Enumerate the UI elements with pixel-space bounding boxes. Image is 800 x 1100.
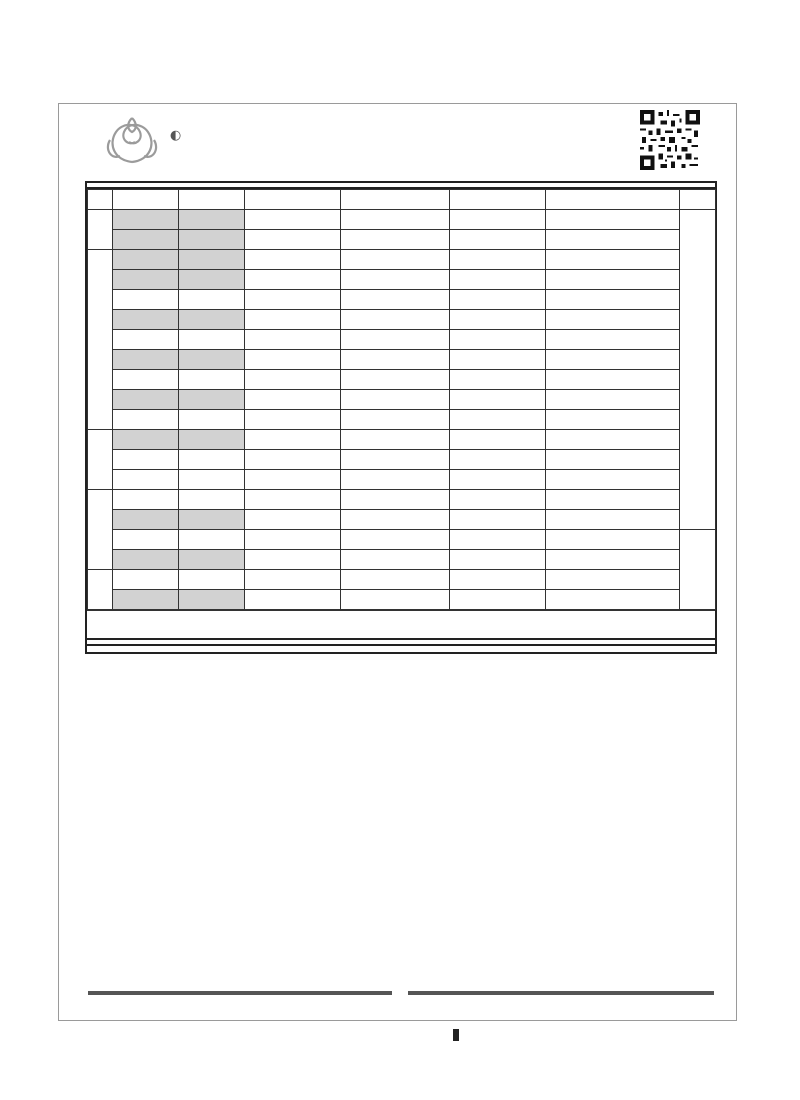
cell-wechat [546,270,680,290]
cell-qq [450,230,546,250]
cell-phone [341,210,450,230]
cell-name [179,550,245,570]
table-row [88,370,716,390]
cell-mobile [245,570,341,590]
dept-cell [88,210,113,250]
cell-phone [341,510,450,530]
cell-role [113,510,179,530]
company-logo-swirl [102,110,162,170]
cell-wechat [546,470,680,490]
cell-qq [450,350,546,370]
cell-qq [450,310,546,330]
cell-role [113,570,179,590]
cell-qq [450,390,546,410]
qr-code [640,110,700,170]
cell-name [179,330,245,350]
cell-role [113,270,179,290]
cell-mobile [245,510,341,530]
cell-phone [341,550,450,570]
cell-qq [450,510,546,530]
cell-qq [450,430,546,450]
cell-mobile [245,370,341,390]
cell-wechat [546,570,680,590]
dept-cell [88,430,113,490]
cell-wechat [546,210,680,230]
cell-name [179,370,245,390]
cell-wechat [546,410,680,430]
cell-wechat [546,370,680,390]
table-row [88,350,716,370]
cell-wechat [546,250,680,270]
cell-phone [341,370,450,390]
cell-wechat [546,290,680,310]
cell-name [179,230,245,250]
cell-wechat [546,430,680,450]
table-row [88,450,716,470]
cell-name [179,510,245,530]
table-row [88,290,716,310]
cell-name [179,270,245,290]
cell-phone [341,530,450,550]
cell-role [113,330,179,350]
header-role [113,190,179,210]
cell-mobile [245,270,341,290]
company-header [66,108,728,180]
cell-role [113,590,179,610]
cell-mobile [245,430,341,450]
cell-wechat [546,230,680,250]
cell-mobile [245,450,341,470]
main-box [85,181,717,654]
cell-mobile [245,310,341,330]
table-row [88,330,716,350]
cell-wechat [546,350,680,370]
cell-role [113,530,179,550]
cell-mobile [245,350,341,370]
cell-role [113,550,179,570]
footer-slogan [392,983,408,1001]
table-row [88,530,716,550]
cell-role [113,390,179,410]
cell-phone [341,410,450,430]
table-row [88,390,716,410]
cell-name [179,490,245,510]
cell-qq [450,450,546,470]
cell-wechat [546,490,680,510]
cell-mobile [245,250,341,270]
cell-name [179,590,245,610]
cell-qq [450,490,546,510]
cell-phone [341,250,450,270]
header-spacer [680,190,716,210]
cell-phone [341,490,450,510]
cell-qq [450,250,546,270]
cell-qq [450,410,546,430]
header-mobile [245,190,341,210]
cell-mobile [245,330,341,350]
staff-table [87,189,716,610]
cell-phone [341,230,450,250]
design-banner [87,610,715,638]
notes-section [87,644,715,652]
cell-role [113,250,179,270]
table-row [88,590,716,610]
cell-name [179,430,245,450]
cell-phone [341,430,450,450]
cell-name [179,250,245,270]
slogan-side-cell [680,530,716,610]
cell-name [179,530,245,550]
cell-phone [341,290,450,310]
cell-mobile [245,550,341,570]
cell-wechat [546,530,680,550]
table-row [88,570,716,590]
cell-mobile [245,490,341,510]
cell-qq [450,210,546,230]
table-row [88,410,716,430]
header-qq [450,190,546,210]
cell-qq [450,590,546,610]
cell-qq [450,270,546,290]
cell-phone [341,270,450,290]
table-row [88,470,716,490]
cell-name [179,450,245,470]
dept-cell [88,250,113,430]
cell-wechat [546,330,680,350]
table-row [88,510,716,530]
cell-mobile [245,590,341,610]
cell-name [179,290,245,310]
dept-cell [88,570,113,610]
cell-role [113,370,179,390]
cell-name [179,410,245,430]
table-row [88,310,716,330]
cell-mobile [245,530,341,550]
bottom-bar [453,1027,463,1042]
dept-cell [88,490,113,570]
cell-role [113,210,179,230]
table-row [88,250,716,270]
cell-name [179,350,245,370]
header-name [179,190,245,210]
cell-role [113,410,179,430]
cell-phone [341,570,450,590]
cell-mobile [245,290,341,310]
table-row [88,430,716,450]
table-row [88,490,716,510]
table-row [88,270,716,290]
cell-phone [341,590,450,610]
cell-phone [341,470,450,490]
cell-mobile [245,410,341,430]
cell-wechat [546,390,680,410]
cell-role [113,290,179,310]
table-row [88,210,716,230]
cell-qq [450,370,546,390]
cell-role [113,430,179,450]
cell-name [179,310,245,330]
cell-role [113,230,179,250]
cell-qq [450,570,546,590]
company-name-cn: ◐ [170,128,183,143]
cell-qq [450,330,546,350]
cell-qq [450,530,546,550]
table-row [88,230,716,250]
cell-mobile [245,210,341,230]
cell-name [179,470,245,490]
cell-role [113,350,179,370]
cell-qq [450,550,546,570]
cell-wechat [546,550,680,570]
cell-phone [341,350,450,370]
cell-qq [450,290,546,310]
cell-phone [341,310,450,330]
cell-name [179,210,245,230]
staff-body [88,210,716,610]
slogan-main-cell [680,210,716,530]
cell-phone [341,390,450,410]
cell-role [113,470,179,490]
cell-phone [341,330,450,350]
cell-name [179,570,245,590]
header-wechat [546,190,680,210]
cell-mobile [245,470,341,490]
header-dept [88,190,113,210]
cell-mobile [245,390,341,410]
cell-role [113,450,179,470]
cell-role [113,310,179,330]
cell-role [113,490,179,510]
cell-phone [341,450,450,470]
cell-qq [450,470,546,490]
cell-wechat [546,310,680,330]
header-phone [341,190,450,210]
footer-slogan-wrap [0,983,800,1001]
cell-name [179,390,245,410]
cell-wechat [546,590,680,610]
cell-mobile [245,230,341,250]
table-row [88,550,716,570]
cell-wechat [546,510,680,530]
edition-tag [453,1029,459,1041]
cell-wechat [546,450,680,470]
table-header-row [88,190,716,210]
